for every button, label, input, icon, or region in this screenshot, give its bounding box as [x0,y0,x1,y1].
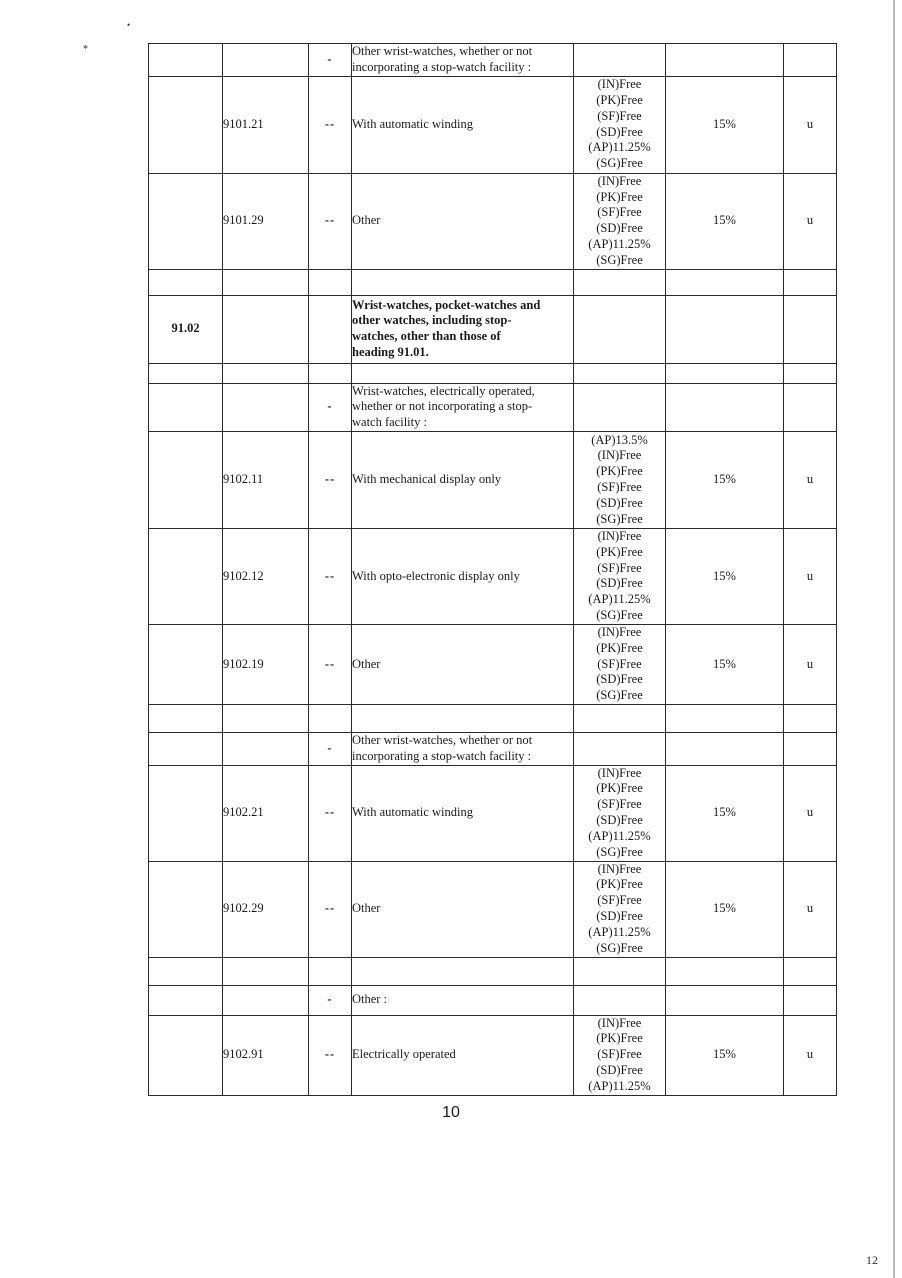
description-cell [352,44,574,77]
preferential-rates-line: (SG)Free [596,511,643,526]
heading-number [149,44,223,77]
general-rate [666,985,784,1015]
tariff-row [149,363,837,383]
heading-number [149,528,223,624]
general-rate: 15% [666,624,784,704]
heading-number [149,269,223,295]
description-cell-line: With mechanical display only [352,472,502,487]
description-cell [352,985,574,1015]
preferential-rates [574,363,666,383]
preferential-rates-line: (SD)Free [596,672,643,687]
description-cell-line: With opto-electronic display only [352,568,520,583]
description-cell-line: Other wrist-watches, whether or not [352,44,533,58]
preferential-rates-line: (PK)Free [596,781,643,796]
heading-number [149,1015,223,1095]
preferential-rates-line: (SD)Free [596,909,643,924]
heading-number [149,431,223,528]
subheading-code [223,957,309,985]
tariff-row [149,861,837,957]
tariff-row [149,624,837,704]
description-cell [352,957,574,985]
general-rate [666,383,784,431]
description-cell [352,704,574,732]
description-cell-line: other watches, including stop- [352,313,512,328]
preferential-rates-line: (IN)Free [597,861,642,876]
tariff-row [149,957,837,985]
preferential-rates [574,624,666,704]
indent-dash: -- [309,624,352,704]
preferential-rates-line: (PK)Free [596,93,643,107]
indent-dash: - [309,985,352,1015]
tariff-row [149,76,837,173]
preferential-rates [574,985,666,1015]
general-rate [666,732,784,765]
unit-of-quantity [784,985,837,1015]
general-rate [666,363,784,383]
description-cell [352,1015,574,1095]
heading-number [149,765,223,861]
tariff-row [149,704,837,732]
preferential-rates [574,295,666,363]
preferential-rates-line: (IN)Free [597,173,642,188]
preferential-rates-line: (SG)Free [596,608,643,623]
description-cell [352,295,574,363]
preferential-rates-line: (SG)Free [596,688,643,703]
preferential-rates-line: (SF)Free [597,205,642,220]
indent-dash [309,704,352,732]
subheading-code [223,44,309,77]
margin-dot-mark: • [127,20,131,30]
unit-of-quantity [784,363,837,383]
indent-dash [309,269,352,295]
heading-number [149,383,223,431]
heading-number [149,76,223,173]
indent-dash: -- [309,173,352,269]
tariff-row [149,431,837,528]
tariff-row [149,269,837,295]
preferential-rates [574,173,666,269]
preferential-rates [574,528,666,624]
description-cell-line: Other [352,901,381,916]
indent-dash: -- [309,431,352,528]
heading-number [149,732,223,765]
preferential-rates [574,957,666,985]
subheading-code: 9102.19 [223,624,309,704]
unit-of-quantity [784,383,837,431]
description-cell-line: incorporating a stop-watch facility : [352,748,532,763]
preferential-rates-line: (SG)Free [596,940,643,955]
preferential-rates-line: (SF)Free [597,1047,642,1062]
preferential-rates-line: (AP)11.25% [588,828,651,843]
preferential-rates [574,269,666,295]
preferential-rates-line: (SD)Free [596,124,643,139]
description-cell-line: Wrist-watches, electrically operated, [352,383,535,398]
preferential-rates-line: (AP)13.5% [591,432,648,447]
heading-number [149,363,223,383]
heading-number [149,957,223,985]
tariff-row [149,173,837,269]
preferential-rates-line: (IN)Free [597,1015,642,1030]
subheading-code: 9102.21 [223,765,309,861]
description-cell-line: incorporating a stop-watch facility : [352,59,532,74]
general-rate [666,957,784,985]
general-rate [666,44,784,77]
preferential-rates-line: (SD)Free [596,813,643,828]
heading-number [149,985,223,1015]
indent-dash: - [309,732,352,765]
heading-number [149,704,223,732]
indent-dash [309,363,352,383]
preferential-rates-line: (SD)Free [596,576,643,591]
indent-dash: -- [309,1015,352,1095]
unit-of-quantity: u [784,528,837,624]
subheading-code [223,985,309,1015]
preferential-rates-line: (SG)Free [596,156,643,171]
preferential-rates-line: (PK)Free [596,640,643,655]
unit-of-quantity [784,295,837,363]
subheading-code [223,295,309,363]
preferential-rates-line: (SF)Free [597,656,642,671]
unit-of-quantity [784,44,837,77]
preferential-rates-line: (SF)Free [597,797,642,812]
description-cell [352,269,574,295]
preferential-rates-line: (IN)Free [597,77,642,92]
preferential-rates-line: (SD)Free [596,221,643,236]
description-cell-line: watches, other than those of [352,329,501,344]
unit-of-quantity: u [784,861,837,957]
general-rate: 15% [666,1015,784,1095]
heading-number [149,624,223,704]
preferential-rates-line: (PK)Free [596,544,643,559]
description-cell [352,861,574,957]
tariff-row [149,732,837,765]
preferential-rates-line: (PK)Free [596,189,643,204]
indent-dash: - [309,383,352,431]
subheading-code [223,704,309,732]
tariff-row [149,295,837,363]
description-cell-line: Other [352,213,381,228]
preferential-rates-line: (SD)Free [596,495,643,510]
preferential-rates [574,76,666,173]
subheading-code [223,269,309,295]
preferential-rates-line: (IN)Free [597,624,642,639]
description-cell-line: Wrist-watches, pocket-watches and [352,297,541,312]
preferential-rates [574,44,666,77]
margin-star-mark: * [83,44,88,55]
general-rate: 15% [666,173,784,269]
general-rate: 15% [666,528,784,624]
description-cell-line: heading 91.01. [352,344,429,359]
unit-of-quantity [784,269,837,295]
preferential-rates [574,383,666,431]
subheading-code [223,732,309,765]
description-cell [352,765,574,861]
subheading-code: 9102.12 [223,528,309,624]
indent-dash: -- [309,765,352,861]
preferential-rates-line: (PK)Free [596,464,643,479]
tariff-row [149,383,837,431]
preferential-rates-line: (IN)Free [597,448,642,463]
description-cell [352,528,574,624]
unit-of-quantity: u [784,431,837,528]
preferential-rates [574,861,666,957]
preferential-rates-line: (PK)Free [596,1031,643,1046]
tariff-table [148,43,837,1096]
description-cell-line: Electrically operated [352,1047,456,1062]
description-cell [352,363,574,383]
preferential-rates-line: (IN)Free [597,529,642,544]
unit-of-quantity: u [784,76,837,173]
preferential-rates [574,1015,666,1095]
subheading-code: 9102.11 [223,431,309,528]
preferential-rates [574,704,666,732]
description-cell [352,76,574,173]
unit-of-quantity: u [784,765,837,861]
general-rate [666,704,784,732]
description-cell-line: whether or not incorporating a stop- [352,399,533,414]
description-cell [352,173,574,269]
general-rate: 15% [666,861,784,957]
page-edge-line [893,0,895,1278]
preferential-rates-line: (SF)Free [597,479,642,494]
heading-number [149,173,223,269]
corner-handwritten-mark: 12 [866,1253,878,1267]
preferential-rates-line: (SF)Free [597,560,642,575]
description-cell [352,624,574,704]
description-cell [352,732,574,765]
unit-of-quantity: u [784,173,837,269]
preferential-rates-line: (AP)11.25% [588,592,651,607]
unit-of-quantity: u [784,624,837,704]
preferential-rates-line: (IN)Free [597,765,642,780]
tariff-row [149,44,837,77]
general-rate: 15% [666,431,784,528]
preferential-rates-line: (AP)11.25% [588,140,651,155]
preferential-rates-line: (SD)Free [596,1062,643,1077]
description-cell-line: Other wrist-watches, whether or not [352,732,533,747]
tariff-row [149,528,837,624]
subheading-code: 9101.29 [223,173,309,269]
subheading-code [223,363,309,383]
indent-dash: -- [309,76,352,173]
preferential-rates-line: (AP)11.25% [588,236,651,251]
tariff-row [149,985,837,1015]
general-rate [666,295,784,363]
heading-number: 91.02 [149,295,223,363]
subheading-code: 9102.29 [223,861,309,957]
description-cell-line: Other : [352,992,388,1007]
subheading-code [223,383,309,431]
preferential-rates [574,431,666,528]
unit-of-quantity [784,704,837,732]
tariff-row [149,1015,837,1095]
description-cell-line: Other [352,656,381,671]
description-cell-line: With automatic winding [352,116,474,131]
general-rate [666,269,784,295]
indent-dash [309,957,352,985]
description-cell [352,383,574,431]
indent-dash: - [309,44,352,77]
preferential-rates-line: (SF)Free [597,108,642,123]
preferential-rates-line: (SG)Free [596,844,643,859]
general-rate: 15% [666,76,784,173]
preferential-rates-line: (PK)Free [596,877,643,892]
subheading-code: 9102.91 [223,1015,309,1095]
preferential-rates-line: (AP)11.25% [588,924,651,939]
heading-number [149,861,223,957]
page-number: 10 [442,1104,460,1121]
preferential-rates-line: (AP)11.25% [588,1078,651,1093]
preferential-rates [574,732,666,765]
preferential-rates-line: (SG)Free [596,252,643,267]
unit-of-quantity [784,732,837,765]
indent-dash: -- [309,861,352,957]
indent-dash [309,295,352,363]
tariff-row [149,765,837,861]
description-cell [352,431,574,528]
subheading-code: 9101.21 [223,76,309,173]
description-cell-line: With automatic winding [352,805,474,820]
unit-of-quantity: u [784,1015,837,1095]
indent-dash: -- [309,528,352,624]
description-cell-line: watch facility : [352,415,427,430]
general-rate: 15% [666,765,784,861]
unit-of-quantity [784,957,837,985]
preferential-rates-line: (SF)Free [597,893,642,908]
preferential-rates [574,765,666,861]
